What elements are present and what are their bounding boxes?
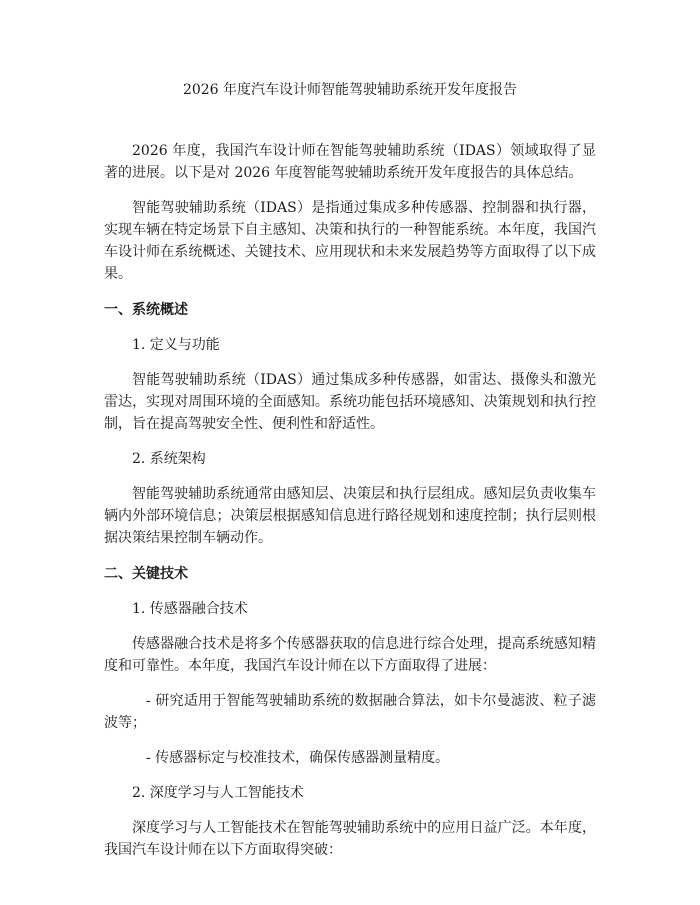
paragraph-deep-learning: 深度学习与人工智能技术在智能驾驶辅助系统中的应用日益广泛。本年度，我国汽车设计师在以下方面取得突破： [104, 820, 596, 858]
subsection-title-architecture: 2. 系统架构 [132, 451, 206, 467]
intro-paragraph-1: 2026 年度，我国汽车设计师在智能驾驶辅助系统（IDAS）领域取得了显著的进展。以下是对 2026 年度智能驾驶辅助系统开发年度报告的具体总结。 [104, 143, 596, 181]
document-title: 2026 年度汽车设计师智能驾驶辅助系统开发年度报告 [182, 82, 518, 98]
subsection-title-deep-learning: 2. 深度学习与人工智能技术 [132, 785, 304, 801]
list-item: - 传感器标定与校准技术，确保传感器测量精度。 [146, 750, 450, 766]
paragraph-architecture: 智能驾驶辅助系统通常由感知层、决策层和执行层组成。感知层负责收集车辆内外部环境信息；决策层根据感知信息进行路径规划和速度控制；执行层则根据决策结果控制车辆动作。 [104, 486, 596, 546]
intro-paragraph-2: 智能驾驶辅助系统（IDAS）是指通过集成多种传感器、控制器和执行器，实现车辆在特定场景下自主感知、决策和执行的一种智能系统。本年度，我国汽车设计师在系统概述、关键技术、应用现状和未来发展趋势等方面取得了以下成果。 [104, 200, 596, 282]
subsection-title-sensor-fusion: 1. 传感器融合技术 [132, 601, 248, 617]
paragraph-sensor-fusion: 传感器融合技术是将多个传感器获取的信息进行综合处理，提高系统感知精度和可靠性。本年度，我国汽车设计师在以下方面取得了进展： [104, 636, 596, 674]
subsection-title-definition: 1. 定义与功能 [132, 337, 220, 353]
paragraph-definition: 智能驾驶辅助系统（IDAS）通过集成多种传感器，如雷达、摄像头和激光雷达，实现对周围环境的全面感知。系统功能包括环境感知、决策规划和执行控制，旨在提高驾驶安全性、便利性和舒适性。 [104, 372, 596, 432]
section-heading-key-tech: 二、关键技术 [104, 566, 188, 582]
list-item: - 研究适用于智能驾驶辅助系统的数据融合算法，如卡尔曼滤波、粒子滤波等； [104, 693, 596, 731]
section-heading-overview: 一、系统概述 [104, 302, 188, 318]
